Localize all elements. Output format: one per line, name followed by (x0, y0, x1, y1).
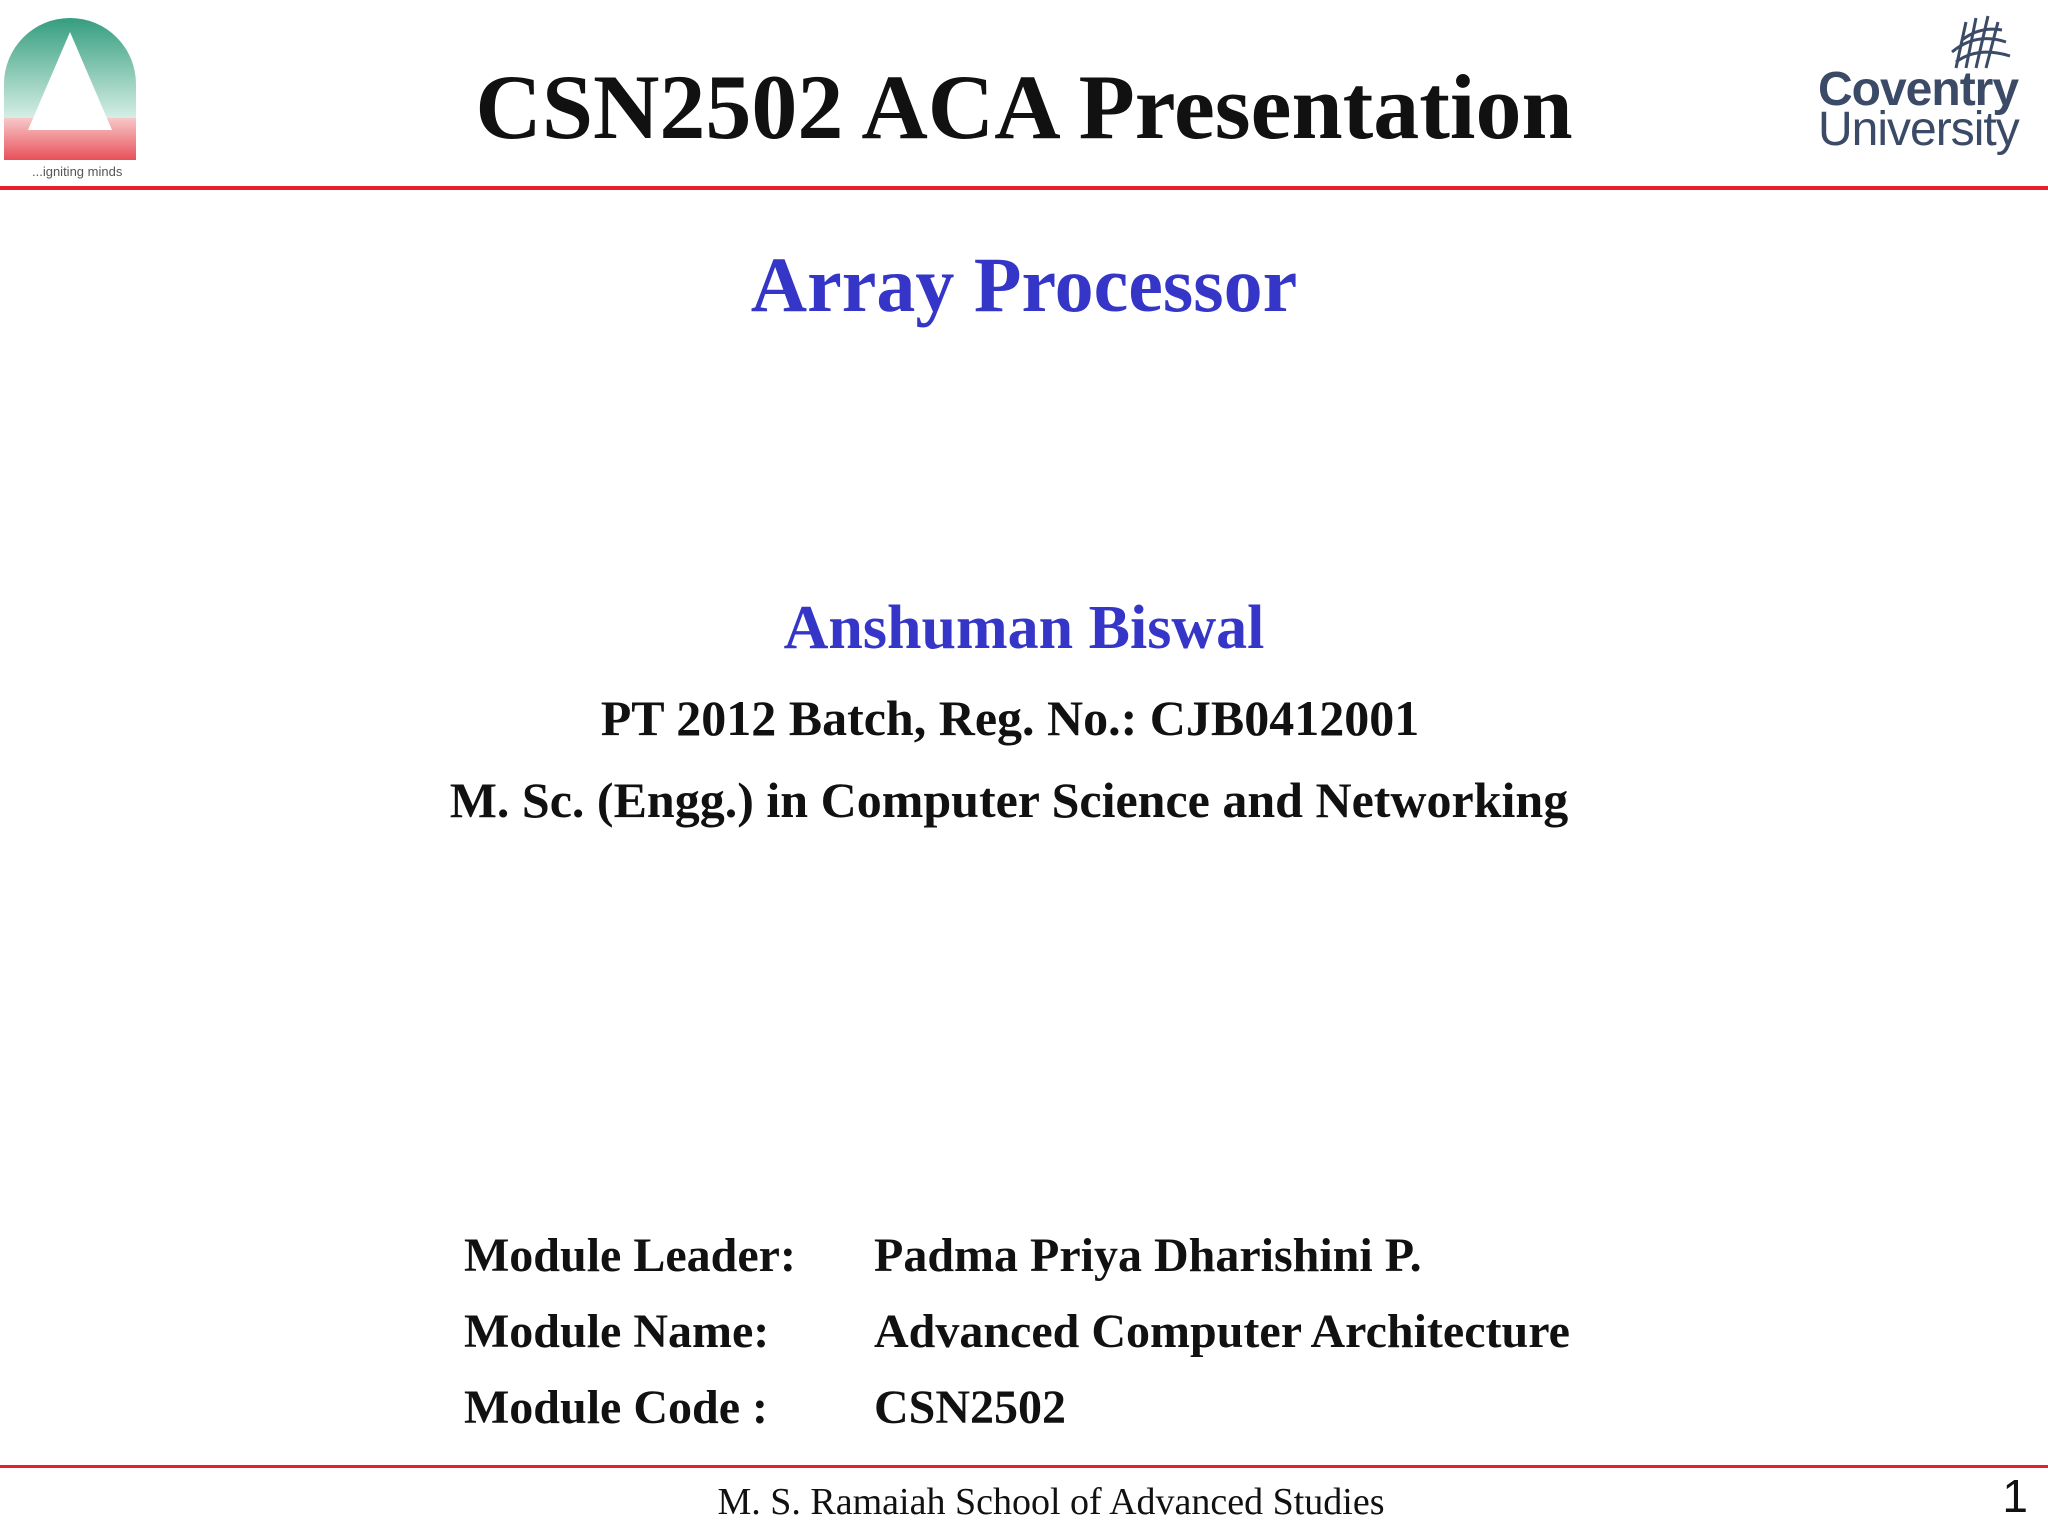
module-leader-row (464, 1218, 1570, 1294)
presentation-title: CSN2502 ACA Presentation (475, 56, 1573, 158)
coventry-wordmark-line2: University (1818, 103, 2019, 156)
degree-program: M. Sc. (Engg.) in Computer Science and Networking (449, 772, 1569, 828)
module-leader-label: Module Leader: (464, 1229, 796, 1282)
coventry-wordmark-line1: Coventry (1818, 63, 2019, 116)
batch-registration: PT 2012 Batch, Reg. No.: CJB0412001 (600, 690, 1420, 746)
module-details (464, 1218, 1570, 1446)
slide-subtitle: Array Processor (750, 241, 1298, 328)
module-code-value: CSN2502 (874, 1381, 1067, 1434)
module-leader-value: Padma Priya Dharishini P. (874, 1229, 1422, 1282)
page-number: 1 (2002, 1470, 2028, 1522)
module-code-row (464, 1370, 1570, 1446)
module-name-label: Module Name: (464, 1305, 770, 1358)
header-divider (0, 186, 2048, 190)
footer-divider (0, 1465, 2048, 1468)
footer-institution: M. S. Ramaiah School of Advanced Studies (717, 1481, 1385, 1523)
module-name-row (464, 1294, 1570, 1370)
module-code-label: Module Code : (464, 1381, 768, 1434)
author-name: Anshuman Biswal (783, 594, 1265, 662)
logo-tagline: ...igniting minds (32, 164, 123, 179)
coventry-logo (1806, 12, 2026, 162)
module-name-value: Advanced Computer Architecture (874, 1305, 1570, 1358)
